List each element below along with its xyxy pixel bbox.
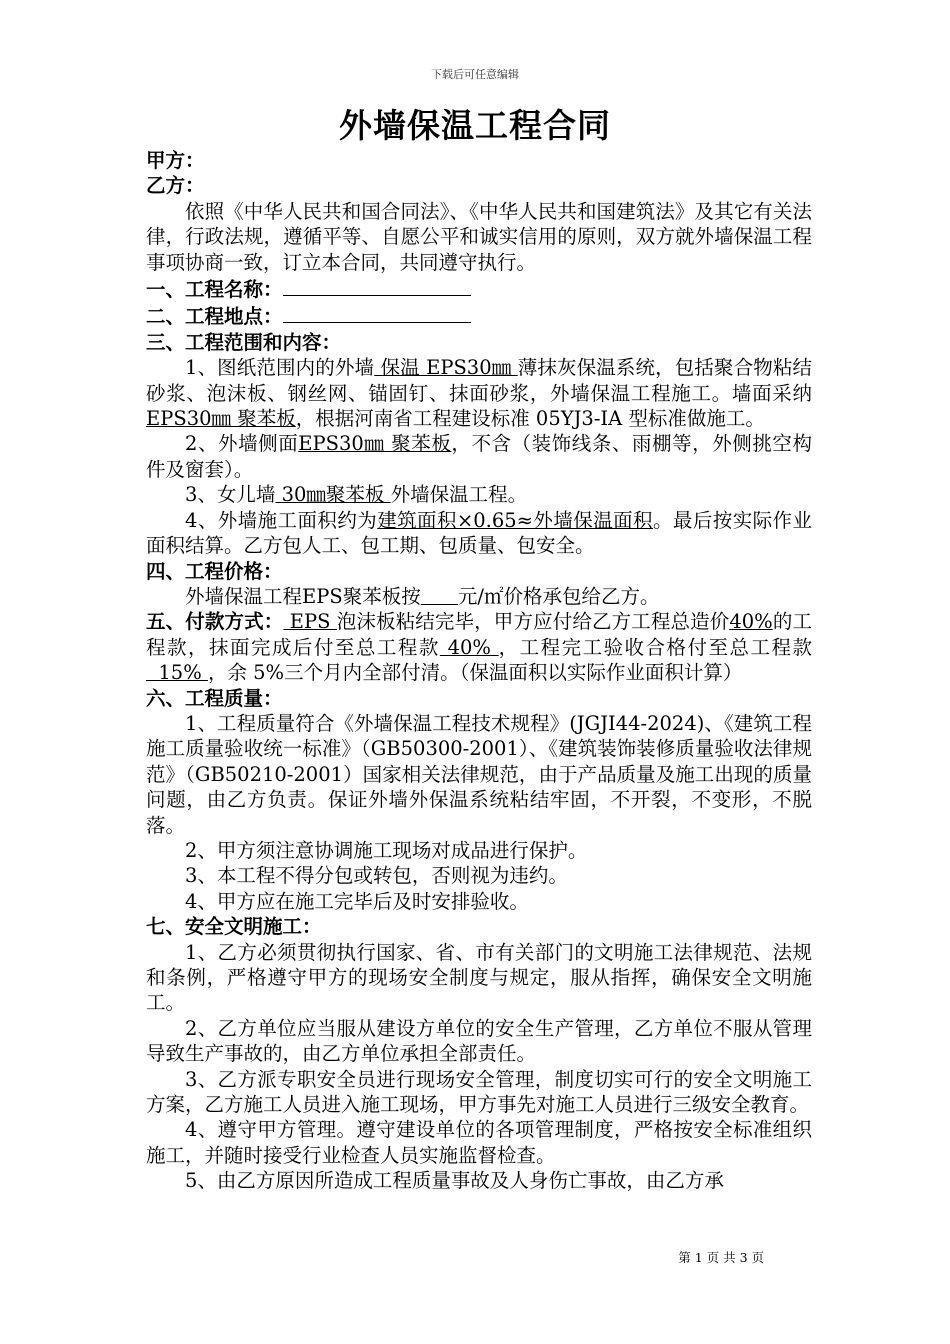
payment-paragraph <box>146 609 812 685</box>
quality-item: 3、本工程不得分包或转包，否则视为违约。 <box>185 864 568 888</box>
underlined-text: EPS30㎜ 聚苯板 <box>298 432 452 456</box>
underlined-text: EPS30㎜ 聚苯板 <box>146 407 296 431</box>
safety-item: 2、乙方单位应当服从建设方单位的安全生产管理，乙方单位不服从管理导致生产事故的，由乙方单位承担全部责任。 <box>146 1016 812 1066</box>
text: 3、女儿墙 <box>185 483 276 507</box>
text: 。最后按实际作业面积结算。乙方包人工、包工期、包质量、包安全。 <box>146 508 812 558</box>
price-blank <box>421 585 458 608</box>
text: 泡沫板粘结完毕，甲方应付给乙方工程总造价 <box>336 610 730 634</box>
quality-item: 4、甲方应在施工完毕后及时安排验收。 <box>185 889 529 913</box>
scope-item <box>146 355 812 431</box>
header-note: 下载后可任意编辑 <box>431 68 519 81</box>
contract-body <box>146 148 812 1194</box>
party-a-label: 甲方： <box>146 149 205 172</box>
text: 外墙保温工程。 <box>390 483 528 507</box>
text: ，工程完工验收合格付至总工程款 <box>498 635 812 659</box>
text: 1、图纸范围内的外墙 <box>185 356 375 380</box>
underlined-text: 建筑面积×0.65≈外墙保温面积 <box>377 508 653 532</box>
quality-item: 2、甲方须注意协调施工现场对成品进行保护。 <box>185 838 588 862</box>
page-number: 第 1 页 共 3 页 <box>678 1250 764 1265</box>
payment-heading: 五、付款方式： <box>146 610 284 634</box>
project-name-row <box>146 275 812 302</box>
text: 2、外墙侧面 <box>185 432 299 456</box>
scope-heading: 三、工程范围和内容： <box>146 330 342 354</box>
price-heading: 四、工程价格： <box>146 559 283 583</box>
text: 4、外墙施工面积约为 <box>185 508 378 532</box>
quality-item: 1、工程质量符合《外墙保温工程技术规程》(JGJI44-2024)、《建筑工程施工质量验收统一标准》（GB50300-2001）、《建筑装饰装修质量验收法律规范》（GB50210-2001）国家相关法律规范，由于产品质量及施工出现的质量问题，由乙方负责。保证外墙外保温系统粘结牢固，不开裂，不变形，不脱落。 <box>146 711 812 837</box>
safety-item: 4、遵守甲方管理。遵守建设单位的各项管理制度，严格按安全标准组织施工，并随时接受行业检查人员实施监督检查。 <box>146 1118 812 1167</box>
underlined-text: 保温 EPS30㎜ <box>374 356 518 380</box>
safety-heading: 七、安全文明施工： <box>146 915 322 939</box>
safety-item: 1、乙方必须贯彻执行国家、省、市有关部门的文明施工法律规范、法规和条例，严格遵守甲方的现场安全制度与规定，服从指挥，确保安全文明施工。 <box>146 940 812 1015</box>
project-location-row <box>146 302 812 329</box>
text: 外墙保温工程EPS聚苯板按 <box>185 584 421 608</box>
quality-heading: 六、工程质量： <box>146 686 283 710</box>
underlined-text: EPS <box>283 610 337 634</box>
text: ，不含（装饰线条、雨棚等，外侧挑空构件及窗套）。 <box>146 432 812 481</box>
intro-paragraph: 依照《中华人民共和国合同法》、《中华人民共和国建筑法》及其它有关法律，行政法规，遵循平等、自愿公平和诚实信用的原则，双方就外墙保温工程事项协商一致，订立本合同，共同遵守执行。 <box>146 199 812 274</box>
scope-item <box>146 508 812 559</box>
scope-item <box>146 482 812 507</box>
party-b-label: 乙方： <box>146 174 205 198</box>
underlined-text: 30㎜聚苯板 <box>275 483 391 507</box>
text: 薄抹灰保温系统，包括聚合物粘结砂浆、泡沫板、钢丝网、锚固钉、抹面砂浆，外墙保温工程施工。墙面采纳 <box>146 356 812 405</box>
price-paragraph <box>146 584 812 609</box>
project-name-blank <box>283 275 471 296</box>
text: 元/㎡价格承包给乙方。 <box>457 584 660 608</box>
scope-item <box>146 431 812 482</box>
text: ，根据河南省工程建设标准 05YJ3-IA 型标准做施工。 <box>295 407 765 431</box>
safety-item: 3、乙方派专职安全员进行现场安全管理，制度切实可行的安全文明施工方案，乙方施工人员进入施工现场，甲方事先对施工人员进行三级安全教育。 <box>146 1067 812 1117</box>
safety-item: 5、由乙方原因所造成工程质量事故及人身伤亡事故，由乙方承 <box>185 1169 724 1193</box>
text: 的工程款，抹面完成后付至总工程款 <box>146 610 812 659</box>
project-name-label: 一、工程名称： <box>146 278 283 302</box>
underlined-text: 40% <box>439 635 499 659</box>
text: ，余 5%三个月内全部付清。（保温面积以实际作业面积计算） <box>207 661 743 685</box>
underlined-text: 15% <box>146 661 208 685</box>
project-location-label: 二、工程地点： <box>146 305 283 329</box>
document-title: 外墙保温工程合同 <box>339 106 611 145</box>
project-location-blank <box>283 302 471 323</box>
underlined-text: 40% <box>729 610 773 634</box>
